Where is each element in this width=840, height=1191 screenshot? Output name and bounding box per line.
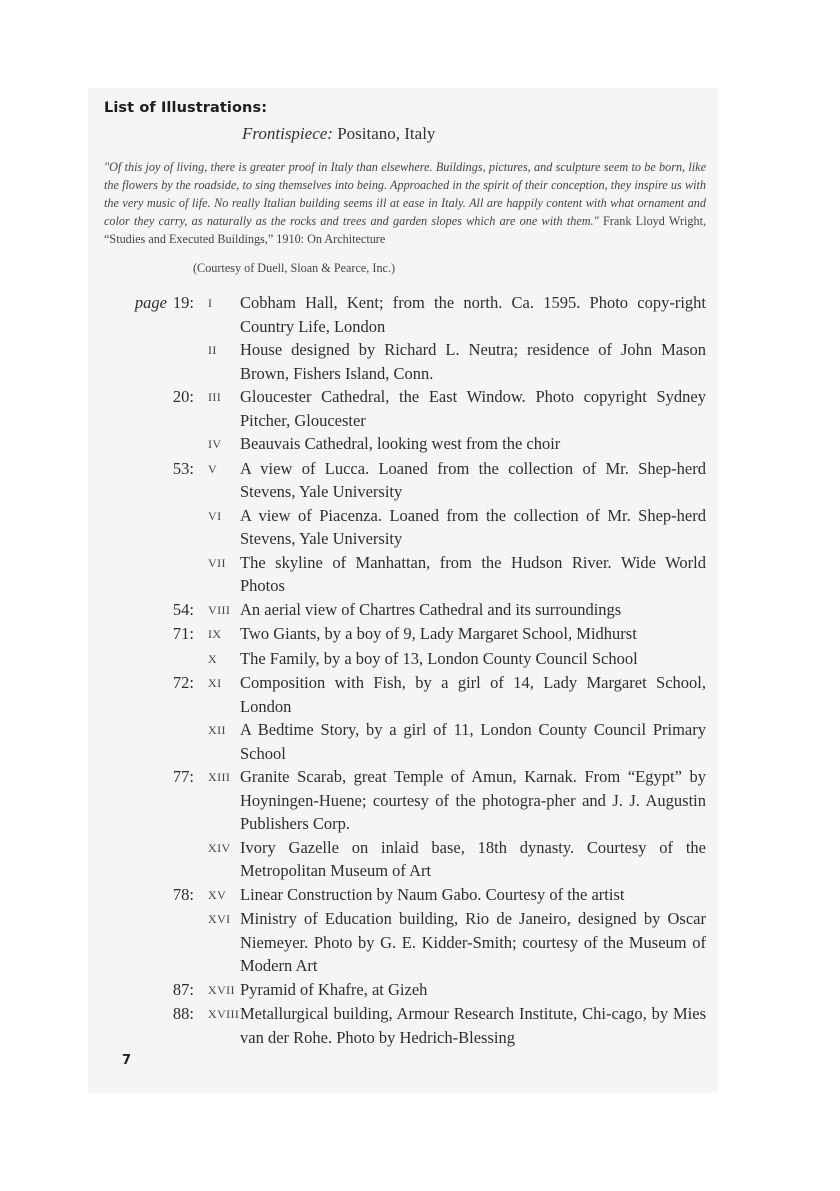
illustration-entry	[104, 647, 706, 672]
entry-description: Granite Scarab, great Temple of Amun, Karnak. From “Egypt” by Hoyningen-Huene; courtesy of the photogra-pher and J. J. Augustin Publishers Corp.	[240, 767, 706, 833]
entry-page-ref	[104, 291, 194, 315]
entry-page-ref	[104, 1002, 194, 1026]
entry-page-ref	[104, 385, 194, 409]
entry-description: Ivory Gazelle on inlaid base, 18th dynasty. Courtesy of the Metropolitan Museum of Art	[240, 837, 706, 880]
entry-page-number: 77:	[172, 767, 194, 786]
page-word: page	[134, 293, 167, 312]
quote-courtesy: (Courtesy of Duell, Sloan & Pearce, Inc.)	[193, 261, 396, 275]
entry-description: Pyramid of Khafre, at Gizeh	[240, 979, 428, 999]
list-heading: List of Illustrations:	[104, 100, 268, 116]
entry-plate-numeral: XVII	[208, 982, 235, 997]
frontispiece-place: Positano, Italy	[337, 124, 436, 143]
illustration-entry	[104, 291, 706, 338]
entry-plate-numeral: I	[208, 296, 213, 310]
entry-page-number: 54:	[172, 599, 194, 619]
entry-plate-numeral: XV	[208, 887, 227, 902]
entry-description: Two Giants, by a boy of 9, Lady Margaret School, Midhurst	[240, 624, 637, 643]
entry-page-ref	[104, 765, 194, 789]
entry-description: Linear Construction by Naum Gabo. Courtesy of the artist	[240, 884, 625, 904]
entry-plate-numeral: IX	[208, 627, 222, 641]
entry-page-number: 19:	[172, 293, 194, 312]
entry-description: Cobham Hall, Kent; from the north. Ca. 1595. Photo copy-right Country Life, London	[240, 293, 706, 336]
entry-page-number: 87:	[172, 979, 194, 999]
entry-plate-numeral: III	[208, 390, 222, 404]
entry-page-ref	[104, 598, 194, 622]
entry-plate-numeral: XIV	[208, 840, 231, 855]
illustration-entry	[104, 622, 706, 647]
illustration-entry	[104, 385, 706, 432]
entry-page-number: 72:	[172, 673, 194, 692]
quote-text: "Of this joy of living, there is greater proof in Italy than elsewhere. Buildings, pictures, and sculpture seem to be born, like the flowers by the roadside, to sing themselves into being. Approached in the spirit of their conception, they inspire us with the very music of life. No really Italian building seems ill at ease in Italy. All are happily content with what ornament and color they carry, as naturally as the rocks and trees and garden slopes which are one with them."	[104, 160, 706, 228]
entry-plate-numeral: IV	[208, 437, 222, 451]
illustration-list	[104, 291, 706, 1049]
entry-description: Metallurgical building, Armour Research Institute, Chi-cago, by Mies van der Rohe. Photo by Hedrich-Blessing	[240, 1004, 706, 1047]
entry-page-ref	[104, 622, 194, 646]
entry-description: Gloucester Cathedral, the East Window. Photo copyright Sydney Pitcher, Gloucester	[240, 387, 706, 430]
entry-plate-numeral: XII	[208, 723, 226, 737]
illustration-entry	[104, 765, 706, 836]
illustration-entry	[104, 457, 706, 504]
entry-plate-numeral: II	[208, 343, 217, 357]
entry-page-number: 78:	[172, 884, 194, 904]
illustration-entry	[104, 718, 706, 765]
entry-description: A Bedtime Story, by a girl of 11, London County Council Primary School	[240, 720, 706, 763]
entry-description: House designed by Richard L. Neutra; residence of John Mason Brown, Fishers Island, Conn.	[240, 340, 706, 383]
entry-page-number: 20:	[172, 387, 194, 406]
entry-description: Composition with Fish, by a girl of 14, Lady Margaret School, London	[240, 673, 706, 716]
epigraph-quote	[104, 158, 706, 248]
quote-attribution: Frank Lloyd Wright, “Studies and Executed Buildings,” 1910: On Architecture	[104, 214, 707, 246]
illustration-entry	[104, 1002, 706, 1049]
entry-description: The Family, by a boy of 13, London County Council School	[240, 648, 638, 668]
frontispiece-line	[242, 124, 435, 144]
entry-plate-numeral: XVIII	[208, 1007, 240, 1021]
entry-plate-numeral: XIII	[208, 770, 231, 784]
illustration-entry	[104, 598, 706, 623]
entry-page-ref	[104, 457, 194, 481]
entry-plate-numeral: XVI	[208, 912, 231, 926]
entry-page-number: 88:	[172, 1004, 194, 1023]
entry-description: Beauvais Cathedral, looking west from the choir	[240, 434, 561, 453]
entry-plate-numeral: X	[208, 651, 218, 666]
entry-page-ref	[104, 883, 194, 907]
entry-page-number: 53:	[172, 458, 194, 478]
illustration-entry	[104, 338, 706, 385]
entry-page-number: 71:	[172, 624, 194, 643]
illustration-entry	[104, 836, 706, 883]
entry-description: A view of Piacenza. Loaned from the collection of Mr. Shep-herd Stevens, Yale University	[240, 505, 706, 548]
illustration-entry	[104, 671, 706, 718]
entry-page-ref	[104, 671, 194, 695]
entry-plate-numeral: VIII	[208, 602, 231, 617]
illustration-entry	[104, 883, 706, 908]
entry-description: An aerial view of Chartres Cathedral and its surroundings	[240, 599, 622, 619]
frontispiece-label: Frontispiece:	[242, 124, 333, 143]
entry-description: A view of Lucca. Loaned from the collection of Mr. Shep-herd Stevens, Yale University	[240, 458, 706, 501]
illustration-entry	[104, 504, 706, 551]
entry-description: Ministry of Education building, Rio de Janeiro, designed by Oscar Niemeyer. Photo by G. E. Kidder-Smith; courtesy of the Museum of Modern Art	[240, 909, 706, 975]
illustration-entry	[104, 907, 706, 978]
entry-page-ref	[104, 978, 194, 1002]
entry-plate-numeral: VI	[208, 508, 222, 523]
entry-plate-numeral: VII	[208, 555, 226, 570]
illustration-entry	[104, 432, 706, 457]
entry-plate-numeral: XI	[208, 676, 222, 690]
entry-plate-numeral: V	[208, 461, 218, 476]
illustration-entry	[104, 978, 706, 1003]
entry-description: The skyline of Manhattan, from the Hudson River. Wide World Photos	[240, 552, 706, 595]
illustration-entry	[104, 551, 706, 598]
page-number: 7	[122, 1053, 132, 1068]
